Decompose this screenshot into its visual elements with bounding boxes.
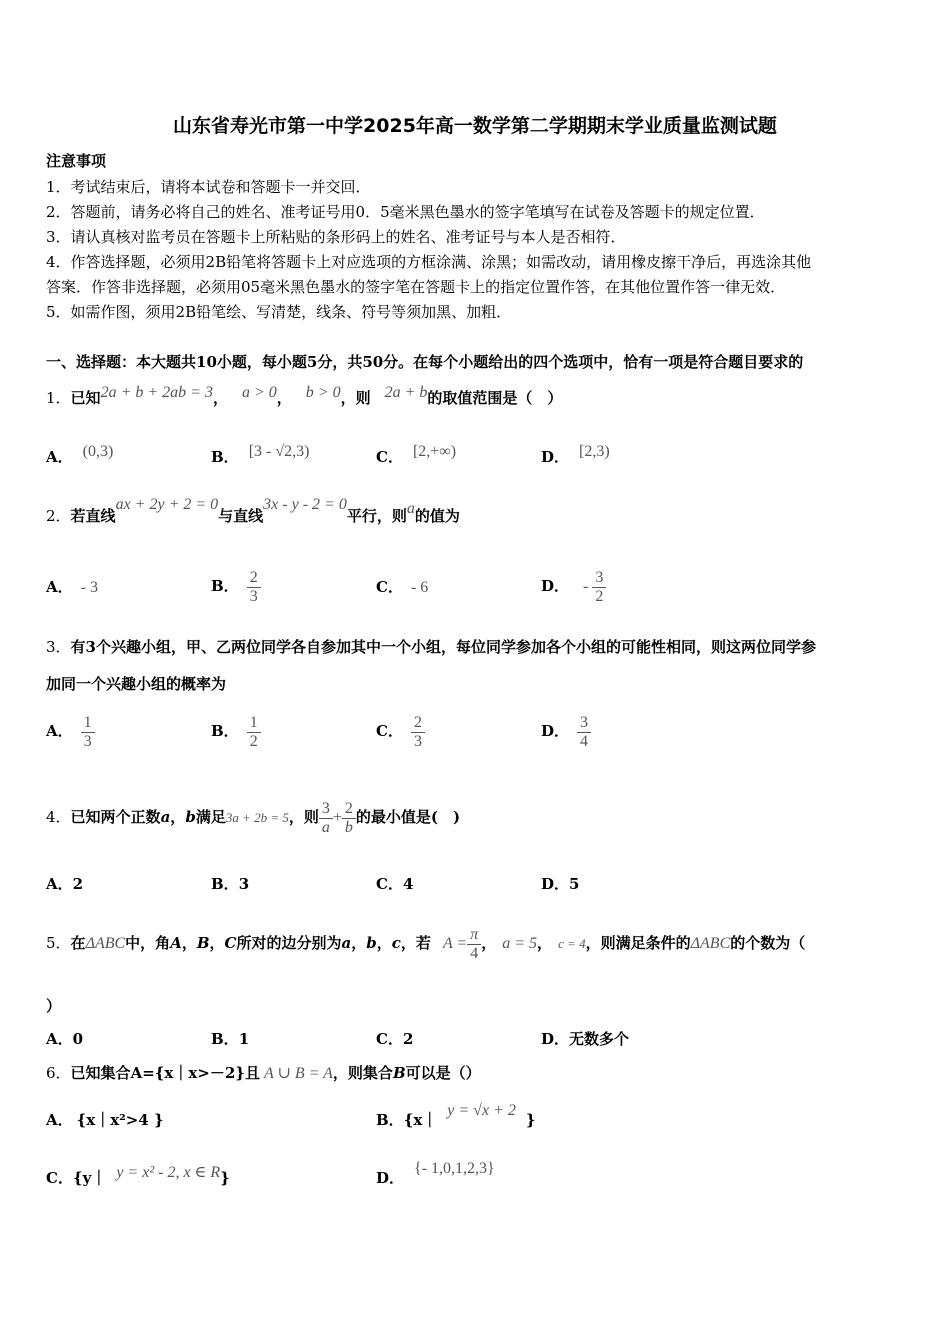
option-value: [3 - √2,3)	[248, 443, 310, 460]
q1-sep: ，	[276, 389, 292, 407]
q3-option-c	[376, 701, 425, 761]
q1-eq2: a > 0	[241, 384, 277, 401]
option-value: 0	[72, 1030, 84, 1048]
notice-item: 答案．作答非选择题，必须用05毫米黑色墨水的签字笔在答题卡上的指定位置作答，在其他位置作答一律无效．	[46, 278, 786, 296]
section-heading: 一、选择题：本大题共10小题，每小题5分，共50分。在每个小题给出的四个选项中，恰有一项是符合题目要求的	[46, 353, 804, 371]
q4-eq: 3a + 2b = 5	[225, 810, 289, 825]
option-label: D．	[541, 448, 570, 466]
notice-item: 4．作答选择题，必须用2B铅笔将答题卡上对应选项的方框涂满、涂黑；如需改动，请用橡皮擦干净后，再选涂其他	[46, 253, 812, 271]
q6-text: 可以是（）	[405, 1064, 481, 1082]
q1-text: 已知	[70, 389, 101, 407]
question-5: 5．在ΔABC中，角A，B，C所对的边分别为a，b，c，若 A = $\frac{\pi}{4}$ ， a = 5， c = 4，则满足条件的ΔABC的个数为（	[46, 925, 806, 962]
question-2	[46, 496, 460, 527]
q6-option-c	[46, 1164, 230, 1189]
option-value: 3	[238, 875, 250, 893]
q5-text: 中，角	[125, 934, 171, 952]
q5-var: A	[170, 934, 182, 952]
q5-eq: c = 4	[558, 936, 586, 951]
q5-text: ，则满足条件的	[585, 934, 691, 952]
frac-den: 3	[249, 587, 258, 605]
q6-text: 已知集合	[70, 1064, 131, 1082]
option-pre: {x｜	[403, 1111, 438, 1129]
option-label: D．	[376, 1169, 405, 1187]
option-label: B．	[211, 448, 239, 466]
q2-option-c	[376, 577, 428, 598]
q4-option-d	[541, 874, 579, 894]
question-3	[46, 637, 816, 657]
q1-option-a	[46, 443, 114, 468]
option-value: 1	[238, 1030, 250, 1048]
option-math: {- 1,0,1,2,3}	[414, 1160, 495, 1177]
q1-eq3: b > 0	[305, 384, 341, 401]
option-value: {x｜x²>4 }	[76, 1111, 164, 1129]
q6-option-b	[376, 1102, 536, 1131]
q5-var: c	[391, 934, 401, 952]
frac-num: 3	[577, 714, 591, 733]
frac-den: 2	[249, 732, 258, 750]
q4-text: ，则	[288, 808, 319, 826]
option-label: B．	[211, 722, 239, 740]
q5-option-c	[376, 1029, 413, 1049]
option-label: C．	[376, 722, 403, 740]
option-fraction	[247, 714, 261, 751]
option-label: D．	[541, 722, 570, 740]
option-math: y = x² - 2, x ∈ R	[116, 1164, 221, 1181]
q4-var: b	[185, 808, 196, 826]
q6-text: ，则集合	[332, 1064, 393, 1082]
option-label: A．	[46, 1030, 73, 1048]
q6-text: 且	[244, 1064, 260, 1082]
q4-option-a	[46, 874, 83, 894]
question-6	[46, 1063, 481, 1084]
frac-num: 1	[247, 714, 261, 733]
frac-den: 3	[413, 732, 422, 750]
notice-item: 3．请认真核对监考员在答题卡上所粘贴的条形码上的姓名、准考证号与本人是否相符．	[46, 228, 626, 246]
q4-plus: +	[332, 809, 342, 826]
option-value: (0,3)	[82, 443, 114, 460]
q4-text: 已知两个正数	[70, 808, 161, 826]
q5-text: 的个数为（	[730, 934, 806, 952]
q5-option-d	[541, 1029, 629, 1049]
q4-text: 的最小值是( )	[355, 808, 461, 826]
option-label: D．	[541, 875, 570, 893]
option-label: A．	[46, 578, 73, 596]
option-label: B．	[211, 577, 239, 595]
q1-option-b	[211, 443, 310, 468]
q1-option-d	[541, 443, 610, 468]
q3-text-line2: 加同一个兴趣小组的概率为	[46, 675, 227, 693]
option-label: B．	[211, 1030, 239, 1048]
frac-num: 3	[592, 569, 606, 588]
q5-eq: A =	[442, 935, 468, 952]
frac-num: 3	[319, 800, 333, 819]
q2-number: 2．	[46, 507, 71, 525]
q3-option-d	[541, 701, 591, 761]
option-label: C．	[376, 875, 403, 893]
q5-option-a	[46, 1029, 83, 1049]
option-label: C．	[376, 578, 403, 596]
q3-option-b	[211, 701, 261, 761]
q1-option-c	[376, 443, 457, 468]
q1-number: 1．	[46, 389, 71, 407]
option-fraction	[577, 714, 591, 751]
option-fraction	[411, 714, 425, 751]
q2-text: 的值为	[414, 507, 460, 525]
option-pre: {y｜	[72, 1169, 107, 1187]
option-value: 5	[569, 875, 580, 893]
q4-fraction	[319, 800, 333, 837]
option-post: }	[220, 1169, 230, 1187]
frac-num: π	[467, 926, 481, 945]
q5-fraction	[467, 926, 481, 963]
q1-text: 的取值范围是（ ）	[427, 389, 563, 407]
q4-number: 4．	[46, 808, 71, 826]
q6-number: 6．	[46, 1064, 71, 1082]
q1-sep: ，则	[340, 389, 371, 407]
option-label: A．	[46, 722, 73, 740]
option-label: A．	[46, 1111, 73, 1129]
question-4	[46, 787, 460, 848]
option-value: - 6	[410, 579, 429, 596]
q5-text: 在	[70, 934, 86, 952]
q1-sep: ，	[212, 389, 228, 407]
frac-den: 2	[595, 587, 604, 605]
option-value: 4	[402, 875, 414, 893]
q3-option-a	[46, 701, 95, 761]
q2-option-b	[211, 556, 261, 616]
q2-eq1: ax + 2y + 2 = 0	[115, 496, 219, 513]
q1-eq4: 2a + b	[384, 384, 428, 401]
q2-text: 平行，则	[346, 507, 407, 525]
question-1	[46, 384, 563, 409]
q5-text: 所对的边分别为	[236, 934, 342, 952]
q4-var: a	[160, 808, 171, 826]
q4-fraction	[342, 800, 356, 837]
q3-number: 3．	[46, 638, 71, 656]
q6-set: A={x｜x>－2}	[130, 1064, 245, 1082]
frac-den: a	[321, 818, 330, 836]
option-label: C．	[46, 1169, 73, 1187]
q5-eq: a = 5	[502, 935, 538, 952]
q6-eq: A ∪ B = A	[263, 1065, 333, 1082]
option-label: B．	[376, 1111, 404, 1129]
q2-text: 与直线	[218, 507, 264, 525]
option-value: - 3	[80, 579, 98, 596]
q5-number: 5．	[46, 934, 71, 952]
q6-option-d	[376, 1160, 495, 1189]
option-value: 无数多个	[569, 1030, 630, 1048]
option-label: D．	[541, 1030, 570, 1048]
option-sign: -	[583, 578, 589, 595]
q1-eq1: 2a + b + 2ab = 3	[100, 384, 213, 401]
q6-option-a	[46, 1110, 164, 1130]
option-fraction	[592, 569, 606, 606]
q4-option-b	[211, 874, 249, 894]
q5-option-b	[211, 1029, 249, 1049]
option-value: [2,+∞)	[412, 443, 457, 460]
option-fraction	[81, 714, 95, 751]
frac-num: 2	[342, 800, 356, 819]
q2-option-d	[541, 556, 606, 617]
frac-den: b	[344, 818, 353, 836]
option-value: 2	[402, 1030, 414, 1048]
frac-den: 4	[580, 732, 589, 750]
option-label: D．	[541, 577, 570, 595]
q5-triangle: ΔABC	[85, 935, 126, 952]
option-label: C．	[376, 448, 403, 466]
frac-den: 3	[83, 732, 92, 750]
q5-close-paren: ）	[46, 997, 62, 1015]
notice-item: 2．答题前，请务必将自己的姓名、准考证号用0．5毫米黑色墨水的签字笔填写在试卷及答题卡的规定位置．	[46, 203, 765, 221]
q5-var: B	[196, 934, 210, 952]
notice-item: 1．考试结束后，请将本试卷和答题卡一并交回．	[46, 178, 371, 196]
option-label: C．	[376, 1030, 403, 1048]
notice-heading: 注意事项	[46, 152, 107, 170]
option-label: A．	[46, 875, 73, 893]
q5-var: a	[341, 934, 352, 952]
option-post: }	[525, 1111, 536, 1129]
q2-var: a	[406, 500, 415, 517]
q5-text: ，若	[400, 934, 431, 952]
q4-option-c	[376, 874, 413, 894]
option-math: y = √x + 2	[447, 1102, 516, 1119]
option-label: A．	[46, 448, 73, 466]
option-value: 2	[72, 875, 84, 893]
q4-sep: ，	[170, 808, 186, 826]
notice-item: 5．如需作图，须用2B铅笔绘、写清楚，线条、符号等须加黑、加粗．	[46, 303, 512, 321]
frac-num: 2	[411, 714, 425, 733]
q4-text: 满足	[195, 808, 226, 826]
page-title: 山东省寿光市第一中学2025年高一数学第二学期期末学业质量监测试题	[173, 115, 777, 137]
q5-var: b	[366, 934, 377, 952]
q3-text: 有3个兴趣小组，甲、乙两位同学各自参加其中一个小组，每位同学参加各个小组的可能性相同，则这两位同学参	[70, 638, 816, 656]
q5-triangle: ΔABC	[690, 935, 731, 952]
q6-var: B	[392, 1064, 406, 1082]
frac-num: 1	[81, 714, 95, 733]
option-label: B．	[211, 875, 239, 893]
frac-den: 4	[470, 944, 479, 962]
option-value: [2,3)	[579, 443, 610, 460]
frac-num: 2	[247, 569, 261, 588]
q5-var: C	[224, 934, 237, 952]
q2-text: 若直线	[70, 507, 116, 525]
q2-option-a	[46, 577, 98, 598]
q2-eq2: 3x - y - 2 = 0	[263, 496, 347, 513]
option-fraction	[247, 569, 261, 606]
